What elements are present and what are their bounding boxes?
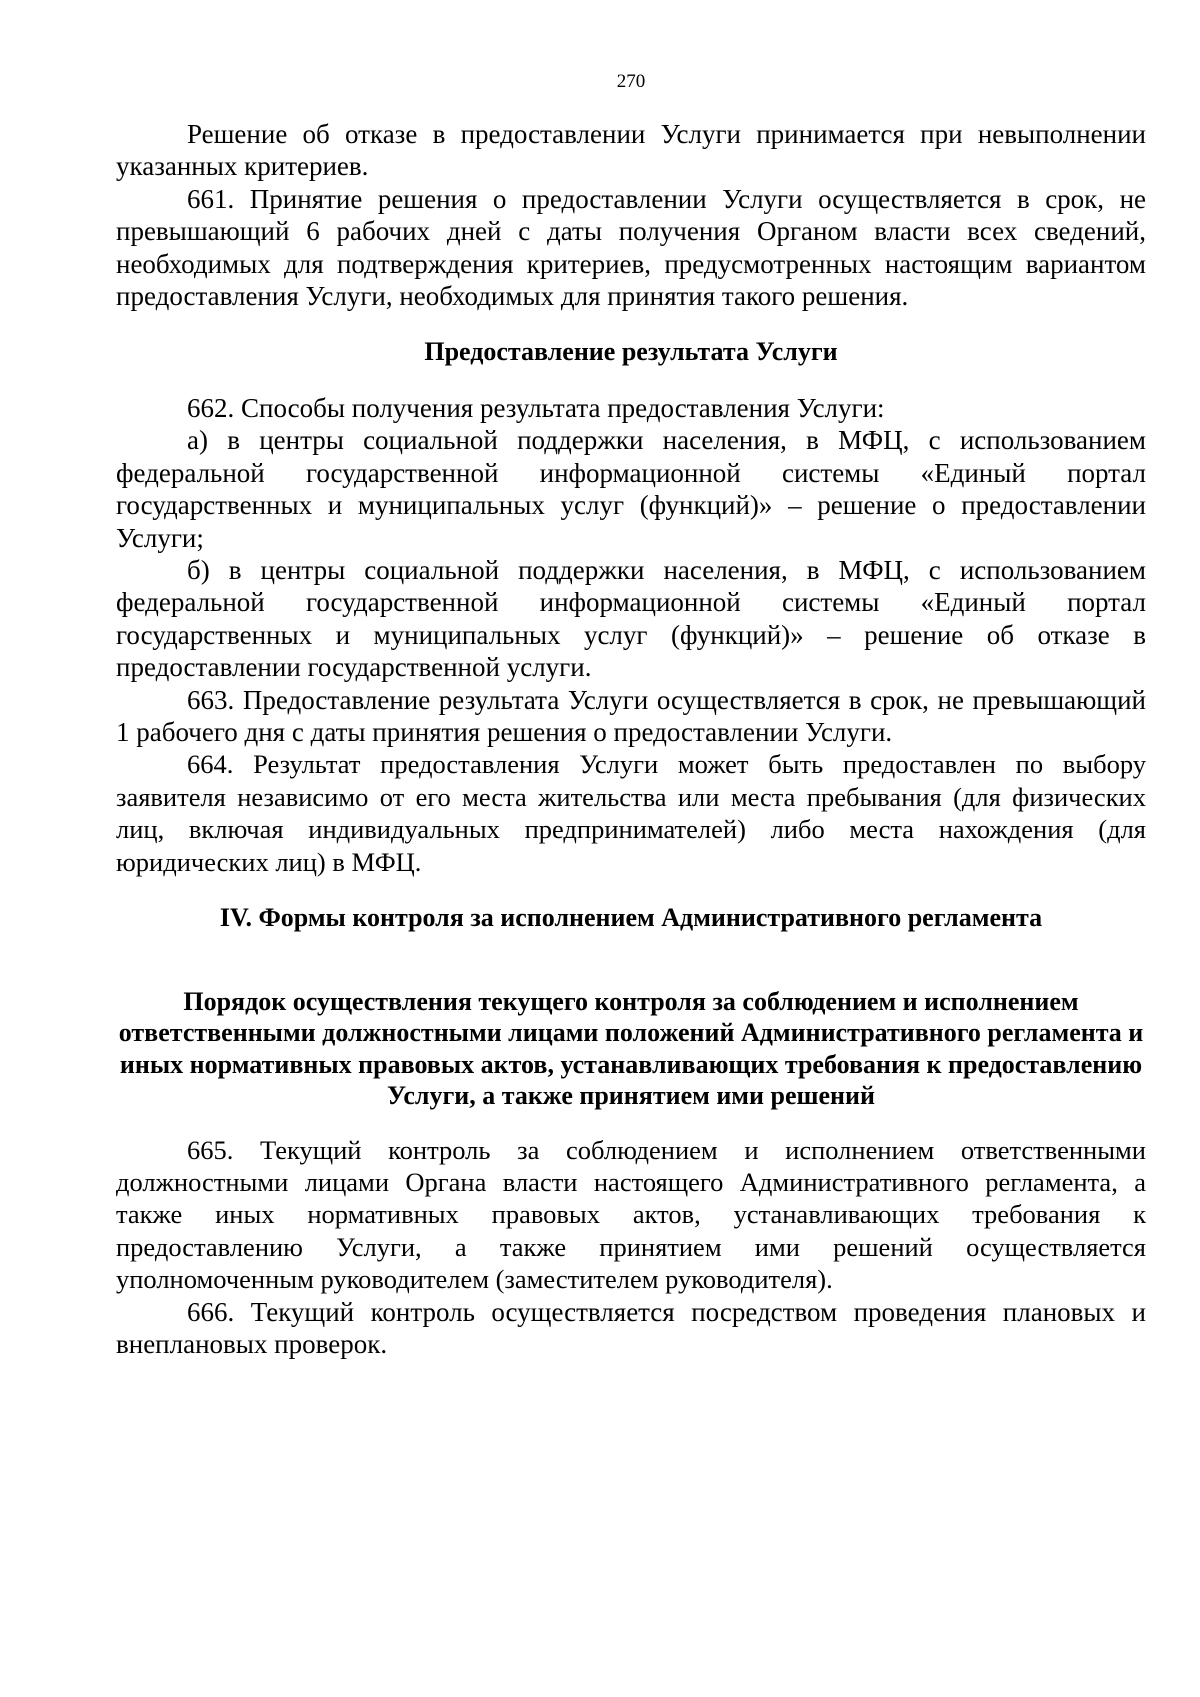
- spacer: [116, 934, 1146, 986]
- heading-section-4: IV. Формы контроля за исполнением Административного регламента: [219, 903, 1043, 933]
- paragraph-663: 663. Предоставление результата Услуги осуществляется в срок, не превышающий 1 рабочего дня с даты принятия решения о предоставлении Услуги.: [116, 684, 1146, 747]
- spacer: [116, 878, 1146, 902]
- paragraph-664: 664. Результат предоставления Услуги может быть предоставлен по выбору заявителя независимо от его места жительства или места пребывания (для физических лиц, включая индивидуальных предпринимателей) либо места нахождения (для юридических лиц) в МФЦ.: [116, 749, 1146, 877]
- document-page: [116, 0, 1146, 1697]
- heading-current-control: Порядок осуществления текущего контроля за соблюдением и исполнением ответственными должностными лицами положений Административного регламента и иных нормативных правовых актов, устанавливающих требования к предоставлению Услуги, а также принятием ими решений: [118, 986, 1144, 1111]
- paragraph-666: 666. Текущий контроль осуществляется посредством проведения плановых и внеплановых проверок.: [116, 1296, 1146, 1359]
- paragraph-661: 661. Принятие решения о предоставлении Услуги осуществляется в срок, не превышающий 6 рабочих дней с даты получения Органом власти всех сведений, необходимых для подтверждения критериев, предусмотренных настоящим вариантом предоставления Услуги, необходимых для принятия такого решения.: [116, 183, 1146, 312]
- page-content: [116, 118, 1146, 1360]
- paragraph-662-b: б) в центры социальной поддержки населения, в МФЦ, с использованием федеральной государственной информационной системы «Единый портал государственных и муниципальных услуг (функций)» – решение об отказе в предоставлении государственной услуги.: [116, 554, 1146, 683]
- page-number: 270: [616, 71, 646, 92]
- spacer: [116, 312, 1146, 336]
- spacer: [116, 1112, 1146, 1134]
- paragraph-refusal-decision: Решение об отказе в предоставлении Услуги принимается при невыполнении указанных критериев.: [116, 119, 1146, 182]
- spacer: [116, 368, 1146, 392]
- paragraph-662: 662. Способы получения результата предоставления Услуги:: [187, 392, 885, 423]
- heading-result-provision: Предоставление результата Услуги: [424, 337, 838, 367]
- paragraph-662-a: а) в центры социальной поддержки населения, в МФЦ, с использованием федеральной государственной информационной системы «Единый портал государственных и муниципальных услуг (функций)» – решение о предоставлении Услуги;: [116, 425, 1146, 553]
- paragraph-665: 665. Текущий контроль за соблюдением и исполнением ответственными должностными лицами Органа власти настоящего Административного регламента, а также иных нормативных правовых актов, устанавливающих требования к предоставлению Услуги, а также принятием ими решений осуществляется уполномоченным руководителем (заместителем руководителя).: [116, 1134, 1146, 1295]
